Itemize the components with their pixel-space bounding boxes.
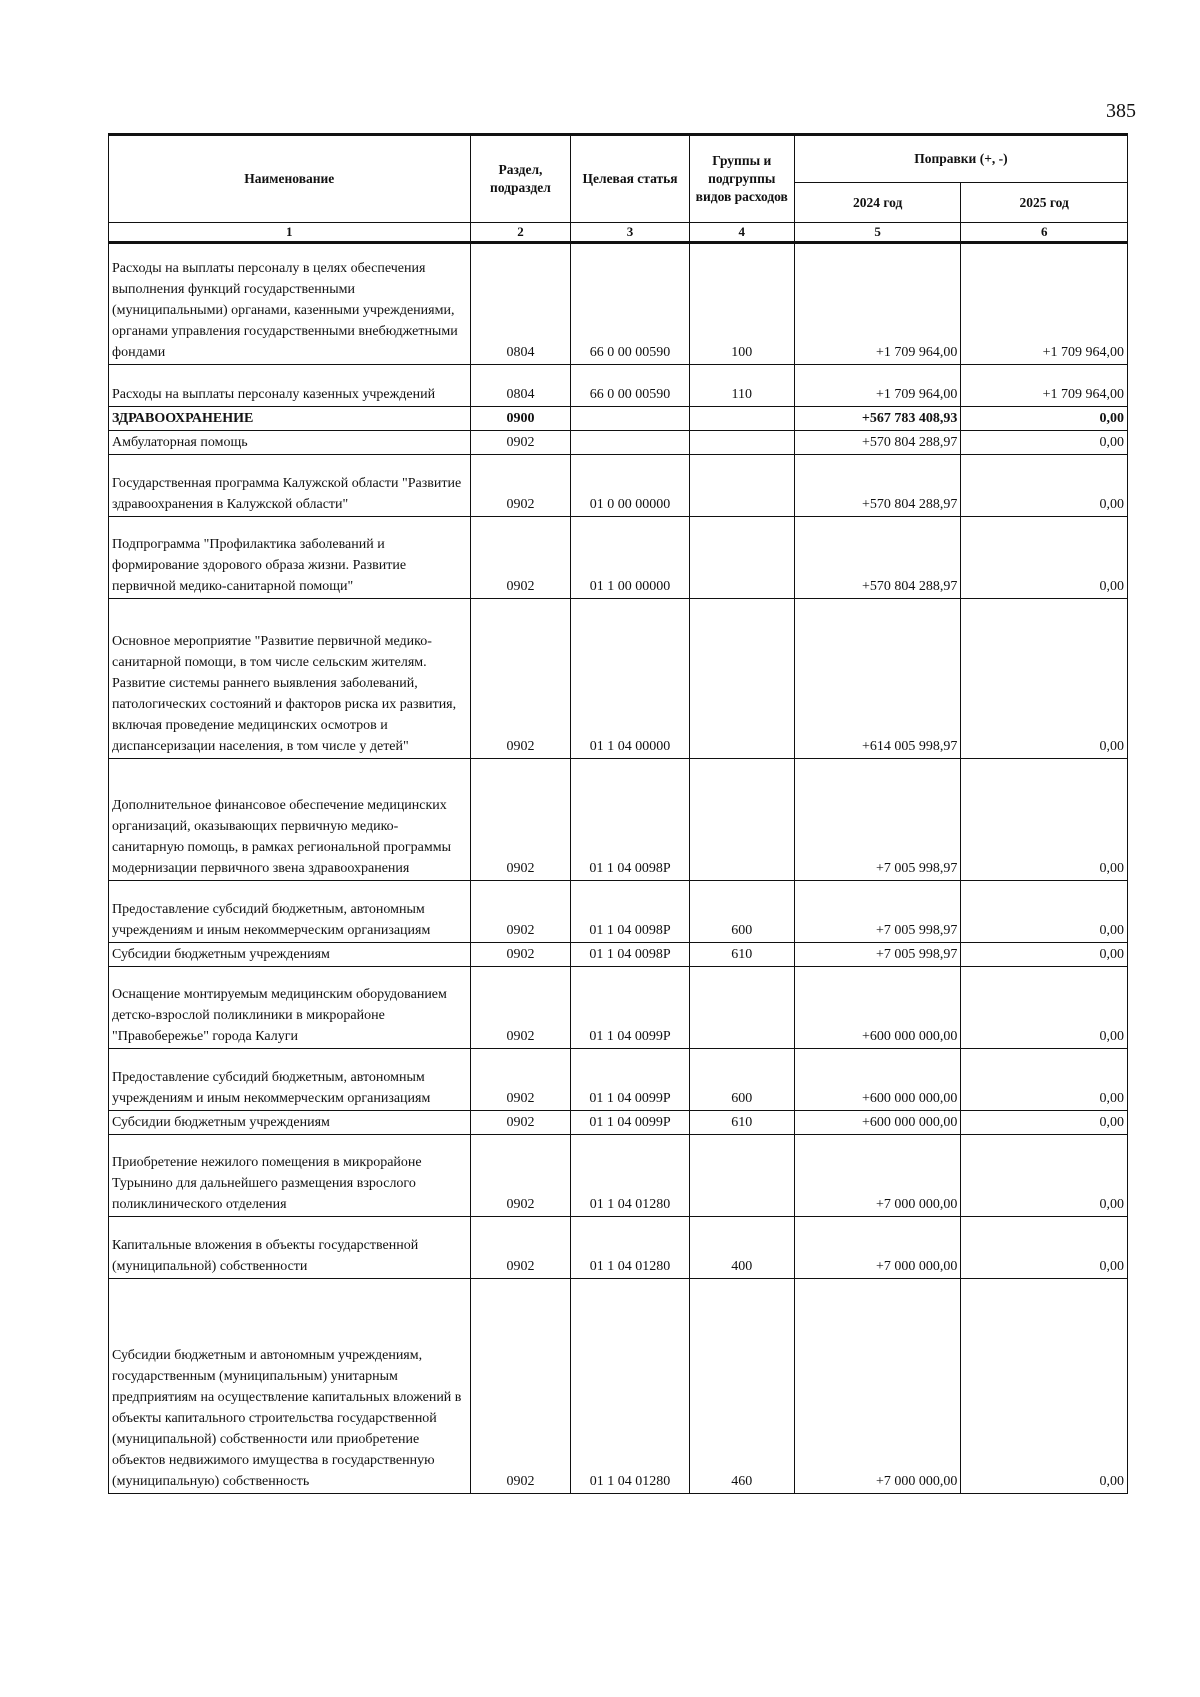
row-amount-2024: +567 783 408,93 xyxy=(794,407,961,431)
row-section: 0902 xyxy=(470,599,571,759)
row-section: 0900 xyxy=(470,407,571,431)
row-name: ЗДРАВООХРАНЕНИЕ xyxy=(109,407,471,431)
row-name: Расходы на выплаты персоналу в целях обеспечения выполнения функций государственными (муниципальными) органами, казенными учреждениями, органами управления государственными внебюджетными фондами xyxy=(109,243,471,365)
row-expense-group xyxy=(689,1135,794,1217)
table-row xyxy=(109,1217,1128,1279)
row-target-article: 01 1 04 0098P xyxy=(571,881,689,943)
header-name: Наименование xyxy=(109,135,471,223)
row-target-article: 01 1 04 0099P xyxy=(571,967,689,1049)
row-section: 0902 xyxy=(470,967,571,1049)
row-amount-2024: +600 000 000,00 xyxy=(794,967,961,1049)
row-name: Субсидии бюджетным учреждениям xyxy=(109,943,471,967)
row-section: 0902 xyxy=(470,1279,571,1494)
row-expense-group: 600 xyxy=(689,1049,794,1111)
row-section: 0902 xyxy=(470,1217,571,1279)
row-target-article: 01 1 04 01280 xyxy=(571,1135,689,1217)
row-name: Субсидии бюджетным учреждениям xyxy=(109,1111,471,1135)
row-amount-2024: +600 000 000,00 xyxy=(794,1111,961,1135)
column-number: 6 xyxy=(961,223,1128,243)
row-target-article: 01 0 00 00000 xyxy=(571,455,689,517)
column-number: 1 xyxy=(109,223,471,243)
table-row xyxy=(109,881,1128,943)
row-amount-2025: 0,00 xyxy=(961,517,1128,599)
row-amount-2024: +614 005 998,97 xyxy=(794,599,961,759)
row-section: 0902 xyxy=(470,1135,571,1217)
row-target-article: 01 1 04 0099P xyxy=(571,1049,689,1111)
row-amount-2025: 0,00 xyxy=(961,1279,1128,1494)
row-target-article: 01 1 04 01280 xyxy=(571,1279,689,1494)
table-row xyxy=(109,759,1128,881)
row-expense-group: 110 xyxy=(689,365,794,407)
table-row xyxy=(109,943,1128,967)
column-number: 5 xyxy=(794,223,961,243)
row-section: 0902 xyxy=(470,1111,571,1135)
row-amount-2025: 0,00 xyxy=(961,943,1128,967)
row-section: 0902 xyxy=(470,943,571,967)
row-amount-2025: 0,00 xyxy=(961,1049,1128,1111)
row-amount-2025: 0,00 xyxy=(961,455,1128,517)
row-expense-group xyxy=(689,517,794,599)
table-row xyxy=(109,1049,1128,1111)
row-section: 0902 xyxy=(470,455,571,517)
row-amount-2024: +570 804 288,97 xyxy=(794,517,961,599)
row-amount-2024: +7 000 000,00 xyxy=(794,1135,961,1217)
row-amount-2025: 0,00 xyxy=(961,599,1128,759)
row-name: Государственная программа Калужской области "Развитие здравоохранения в Калужской области" xyxy=(109,455,471,517)
header-year-2024: 2024 год xyxy=(794,183,961,223)
row-name: Капитальные вложения в объекты государственной (муниципальной) собственности xyxy=(109,1217,471,1279)
row-amount-2025: +1 709 964,00 xyxy=(961,243,1128,365)
row-target-article: 01 1 00 00000 xyxy=(571,517,689,599)
row-amount-2024: +7 005 998,97 xyxy=(794,943,961,967)
row-name: Предоставление субсидий бюджетным, автономным учреждениям и иным некоммерческим организациям xyxy=(109,1049,471,1111)
row-target-article xyxy=(571,407,689,431)
row-amount-2025: +1 709 964,00 xyxy=(961,365,1128,407)
row-amount-2025: 0,00 xyxy=(961,759,1128,881)
row-amount-2025: 0,00 xyxy=(961,1111,1128,1135)
table-row xyxy=(109,1279,1128,1494)
table-row xyxy=(109,431,1128,455)
table-body xyxy=(109,243,1128,1494)
table-row xyxy=(109,599,1128,759)
header-target: Целевая статья xyxy=(571,135,689,223)
row-target-article: 01 1 04 01280 xyxy=(571,1217,689,1279)
row-section: 0804 xyxy=(470,243,571,365)
row-name: Приобретение нежилого помещения в микрорайоне Турынино для дальнейшего размещения взрослого поликлинического отделения xyxy=(109,1135,471,1217)
row-expense-group xyxy=(689,455,794,517)
table-row xyxy=(109,365,1128,407)
row-amount-2024: +7 000 000,00 xyxy=(794,1217,961,1279)
row-section: 0902 xyxy=(470,881,571,943)
row-target-article: 66 0 00 00590 xyxy=(571,365,689,407)
row-amount-2024: +7 005 998,97 xyxy=(794,881,961,943)
row-name: Субсидии бюджетным и автономным учреждениям, государственным (муниципальным) унитарным предприятиям на осуществление капитальных вложений в объекты капитального строительства государственной (муниципальной) собственности или приобретение объектов недвижимого имущества в государственную (муниципальную) собственность xyxy=(109,1279,471,1494)
row-amount-2025: 0,00 xyxy=(961,431,1128,455)
row-amount-2024: +1 709 964,00 xyxy=(794,243,961,365)
row-expense-group: 460 xyxy=(689,1279,794,1494)
row-amount-2024: +7 000 000,00 xyxy=(794,1279,961,1494)
row-target-article xyxy=(571,431,689,455)
row-section: 0902 xyxy=(470,517,571,599)
row-expense-group xyxy=(689,599,794,759)
page-number: 385 xyxy=(1106,100,1136,122)
header-groups: Группы и подгруппы видов расходов xyxy=(689,135,794,223)
table-row xyxy=(109,407,1128,431)
row-expense-group: 100 xyxy=(689,243,794,365)
row-name: Оснащение монтируемым медицинским оборудованием детско-взрослой поликлиники в микрорайоне "Правобережье" города Калуги xyxy=(109,967,471,1049)
row-amount-2024: +570 804 288,97 xyxy=(794,455,961,517)
row-section: 0902 xyxy=(470,431,571,455)
row-expense-group: 610 xyxy=(689,1111,794,1135)
table-row xyxy=(109,455,1128,517)
row-amount-2024: +1 709 964,00 xyxy=(794,365,961,407)
header-amendments: Поправки (+, -) xyxy=(794,135,1127,183)
row-target-article: 01 1 04 0098P xyxy=(571,759,689,881)
table-row xyxy=(109,1111,1128,1135)
row-name: Подпрограмма "Профилактика заболеваний и формирование здорового образа жизни. Развитие первичной медико-санитарной помощи" xyxy=(109,517,471,599)
row-expense-group xyxy=(689,407,794,431)
row-target-article: 01 1 04 00000 xyxy=(571,599,689,759)
column-number: 4 xyxy=(689,223,794,243)
row-expense-group: 400 xyxy=(689,1217,794,1279)
row-target-article: 66 0 00 00590 xyxy=(571,243,689,365)
row-target-article: 01 1 04 0099P xyxy=(571,1111,689,1135)
row-expense-group xyxy=(689,967,794,1049)
header-section: Раздел, подраздел xyxy=(470,135,571,223)
row-name: Предоставление субсидий бюджетным, автономным учреждениям и иным некоммерческим организациям xyxy=(109,881,471,943)
row-amount-2025: 0,00 xyxy=(961,407,1128,431)
row-section: 0902 xyxy=(470,1049,571,1111)
row-section: 0902 xyxy=(470,759,571,881)
row-target-article: 01 1 04 0098P xyxy=(571,943,689,967)
row-expense-group: 610 xyxy=(689,943,794,967)
row-amount-2025: 0,00 xyxy=(961,967,1128,1049)
budget-table xyxy=(108,133,1128,1494)
row-name: Амбулаторная помощь xyxy=(109,431,471,455)
row-expense-group xyxy=(689,431,794,455)
row-amount-2024: +600 000 000,00 xyxy=(794,1049,961,1111)
row-amount-2024: +7 005 998,97 xyxy=(794,759,961,881)
row-name: Дополнительное финансовое обеспечение медицинских организаций, оказывающих первичную медико-санитарную помощь, в рамках региональной программы модернизации первичного звена здравоохранения xyxy=(109,759,471,881)
table-row xyxy=(109,243,1128,365)
row-amount-2024: +570 804 288,97 xyxy=(794,431,961,455)
row-amount-2025: 0,00 xyxy=(961,1217,1128,1279)
table-row xyxy=(109,967,1128,1049)
column-number: 3 xyxy=(571,223,689,243)
row-amount-2025: 0,00 xyxy=(961,1135,1128,1217)
table-row xyxy=(109,517,1128,599)
column-number: 2 xyxy=(470,223,571,243)
row-expense-group: 600 xyxy=(689,881,794,943)
header-year-2025: 2025 год xyxy=(961,183,1128,223)
row-name: Расходы на выплаты персоналу казенных учреждений xyxy=(109,365,471,407)
row-expense-group xyxy=(689,759,794,881)
row-amount-2025: 0,00 xyxy=(961,881,1128,943)
table-row xyxy=(109,1135,1128,1217)
row-section: 0804 xyxy=(470,365,571,407)
row-name: Основное мероприятие "Развитие первичной медико-санитарной помощи, в том числе сельским жителям. Развитие системы раннего выявления заболеваний, патологических состояний и факторов риска их развития, включая проведение медицинских осмотров и диспансеризации населения, в том числе у детей" xyxy=(109,599,471,759)
